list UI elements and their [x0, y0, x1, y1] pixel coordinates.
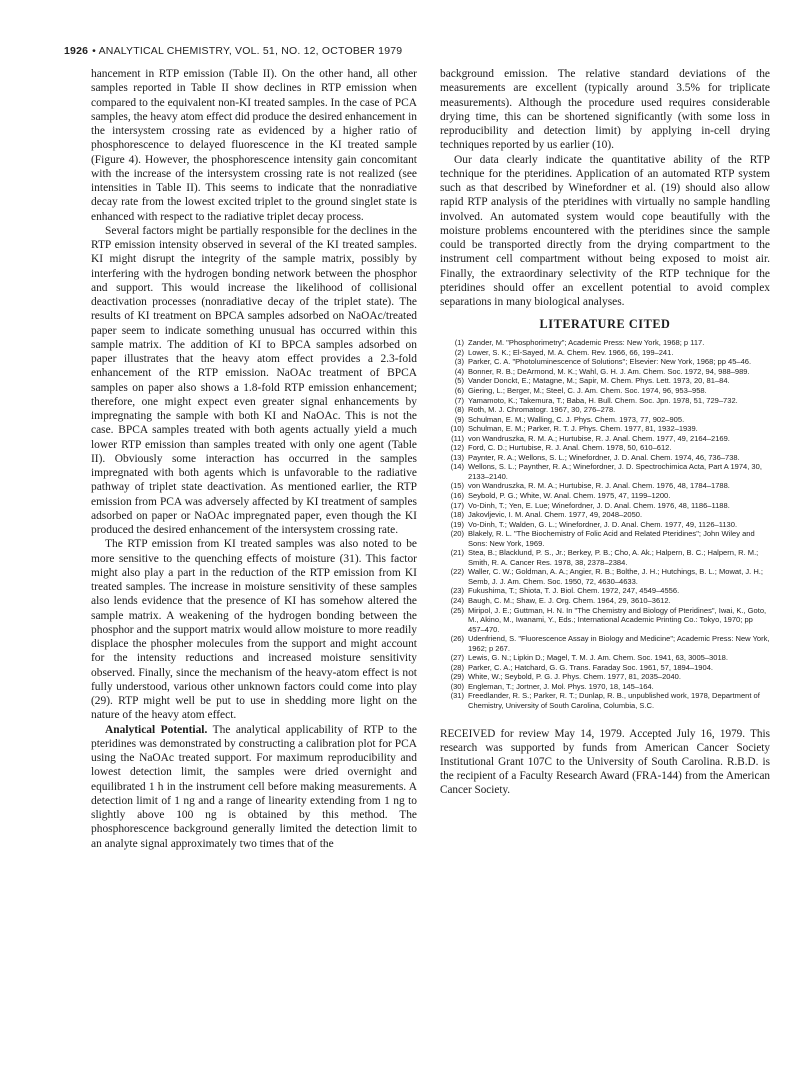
reference-item	[440, 462, 770, 481]
reference-item	[440, 672, 770, 682]
reference-item	[440, 434, 770, 444]
reference-item	[440, 663, 770, 673]
reference-number: (12)	[450, 443, 464, 453]
reference-text: Waller, C. W.; Goldman, A. A.; Angier, R. B.; Bolthe, J. H.; Hutchings, B. L.; Mowat, J. H.; Semb, J. J. Am. Chem. Soc. 1950, 72, 4630–4633.	[468, 567, 763, 586]
body-paragraph: The RTP emission from KI treated samples was also noted to be more sensitive to the quenching effects of moisture (31). This factor might also play a part in the reduction of the RTP emission from KI treated samples. The increase in moisture sensitivity of these samples also lends evidence that the presence of KI has somehow altered the sample matrix. A weakening of the hydrogen bonding between the phosphor and the support matrix would allow moisture to more readily displace the phospher molecules from the support and might account for the intensity reductions and increased moisture sensitivity observed. Finally, since the mechanism of the heavy-atom effect is not fully understood, various other unknown factors could come into play (29). RTP might well be put to use in shedding more light on the nature of the heavy atom effect.	[91, 538, 417, 722]
reference-text: Stea, B.; Blacklund, P. S., Jr.; Berkey, P. B.; Cho, A. Ak.; Halpern, B. C.; Halpern, R. M.; Smith, R. A. Cancer Res. 1978, 38, 2378–2384.	[468, 548, 759, 567]
reference-text: Giering, L.; Berger, M.; Steel, C. J. Am. Chem. Soc. 1974, 96, 953–958.	[468, 385, 707, 395]
reference-item	[440, 396, 770, 406]
reference-text: Fukushima, T.; Shiota, T. J. Biol. Chem. 1972, 247, 4549–4556.	[468, 586, 680, 596]
body-paragraph: Our data clearly indicate the quantitative ability of the RTP technique for the pteridines. Application of an automated RTP system such as that described by Winefordner et al. (19) should also allow rapid RTP analysis of the pteridines with virtually no sample handling involved. An automated system would cope beautifully with the moisture problems encountered with the pteridines since the sample could be transported directly from the drying compartment to the instrument cell compartment without being exposed to moist air. Finally, the extraordinary selectivity of the RTP technique for the pteridines should offer an excellent potential to avoid complex separations in many biological analyses.	[440, 153, 770, 308]
reference-text: Jakovljevic, I. M. Anal. Chem. 1977, 49, 2048–2050.	[468, 510, 643, 520]
reference-number: (6)	[454, 385, 464, 395]
reference-item	[440, 520, 770, 530]
body-paragraph: hancement in RTP emission (Table II). On the other hand, all other samples reported in Table II show declines in RTP emission when compared to the equivalent non-KI treated samples. In the case of PCA samples, the heavy atom effect did produce the desired enhancement in the intersystem crossing rate as evidenced by a higher ratio of phosphorescence to delayed fluorescence in the KI treated sample (Figure 4). However, the phosphorescence intensity gain concomitant with the increase of the intersystem crossing rate is not realized (see intensities in Table II). This seems to indicate that the nonradiative decay rate from the lowest excited triplet to the ground singlet state is enhanced with respect to the radiative triplet decay process.	[91, 68, 417, 223]
reference-number: (31)	[450, 691, 464, 701]
literature-cited-heading: LITERATURE CITED	[539, 317, 671, 332]
reference-number: (20)	[450, 529, 464, 539]
reference-number: (29)	[450, 672, 464, 682]
body-paragraph: background emission. The relative standard deviations of the measurements are excellent (typically around 3.5% for triplicate measurements). Although the procedure used requires considerable drying time, this can be shortened significantly (with some loss in reproducibility and detection limit) by applying in-cell drying techniques reported by us earlier (10).	[440, 68, 770, 152]
reference-number: (3)	[454, 357, 464, 367]
reference-item	[440, 424, 770, 434]
reference-item	[440, 491, 770, 501]
reference-number: (5)	[454, 376, 464, 386]
reference-number: (7)	[454, 395, 464, 405]
reference-text: Ford, C. D.; Hurtubise, R. J. Anal. Chem. 1978, 50, 610–612.	[468, 443, 672, 453]
reference-item	[440, 367, 770, 377]
reference-number: (10)	[450, 424, 464, 434]
reference-item	[440, 453, 770, 463]
analytical-potential-paragraph	[91, 723, 417, 851]
reference-text: Baugh, C. M.; Shaw, E. J. Org. Chem. 1964, 29, 3610–3612.	[468, 596, 671, 606]
reference-number: (26)	[450, 634, 464, 644]
reference-text: Engleman, T.; Jortner, J. Mol. Phys. 1970, 18, 145–164.	[468, 681, 654, 691]
reference-item	[440, 501, 770, 511]
reference-text: White, W.; Seybold, P. G. J. Phys. Chem. 1977, 81, 2035–2040.	[468, 672, 681, 682]
reference-number: (1)	[454, 338, 464, 348]
reference-text: Freedlander, R. S.; Parker, R. T.; Dunlap, R. B., unpublished work, 1978, Department of Chemistry, University of South Carolina, Columbia, S.C.	[468, 691, 760, 711]
reference-text: Schulman, E. M.; Parker, R. T. J. Phys. Chem. 1977, 81, 1932–1939.	[468, 424, 698, 434]
reference-number: (8)	[454, 405, 464, 415]
reference-text: Udenfriend, S. "Fluorescence Assay in Biology and Medicine"; Academic Press: New York, 1962; p 267.	[468, 634, 770, 653]
reference-text: Vander Donckt, E.; Matagne, M.; Sapir, M. Chem. Phys. Lett. 1973, 20, 81–84.	[468, 376, 730, 386]
reference-item	[440, 586, 770, 596]
reference-item	[440, 357, 770, 367]
reference-item	[440, 405, 770, 415]
reference-number: (4)	[454, 366, 464, 376]
reference-number: (11)	[451, 433, 464, 443]
reference-item	[440, 510, 770, 520]
reference-number: (27)	[450, 653, 464, 663]
reference-text: Seybold, P. G.; White, W. Anal. Chem. 1975, 47, 1199–1200.	[468, 491, 671, 500]
reference-number: (13)	[450, 452, 464, 462]
reference-number: (2)	[454, 347, 464, 357]
reference-item	[440, 596, 770, 606]
analytical-potential-text: The analytical applicability of RTP to the pteridines was demonstrated by constructing a calibration plot for PCA using the NaOAc treated support. For maximum reproducibility and lowest detection limit, the samples were dried overnight and equilibrated 1 h in the instrument cell before making measurements. A detection limit of 1 ng and a range of linearity extending from 1 ng to slightly above 100 ng is obtained by this method. The phosphorescence background generally limited the detection limit to an analyte signal approximately two times that of the	[91, 723, 418, 850]
reference-item	[440, 606, 770, 635]
reference-item	[440, 481, 770, 491]
reference-number: (9)	[454, 414, 464, 424]
reference-text: Parker, C. A. "Photoluminescence of Solutions"; Elsevier: New York, 1968; pp 45–46.	[468, 357, 752, 367]
analytical-potential-heading: Analytical Potential.	[105, 723, 208, 736]
reference-text: Yamamoto, K.; Takemura, T.; Baba, H. Bull. Chem. Soc. Jpn. 1978, 51, 729–732.	[468, 395, 738, 405]
reference-item	[440, 567, 770, 586]
reference-text: Wellons, S. L.; Paynther, R. A.; Winefordner, J. D. Spectrochimica Acta, Part A 1974, 30, 2133–2140.	[468, 462, 762, 481]
page-number: 1926	[64, 45, 89, 57]
right-column	[440, 67, 770, 798]
reference-text: Bonner, R. B.; DeArmond, M. K.; Wahl, G. H. J. Am. Chem. Soc. 1972, 94, 988–989.	[468, 366, 750, 376]
reference-item	[440, 634, 770, 653]
body-paragraph: Several factors might be partially responsible for the declines in the RTP emission intensity observed in several of the KI treated samples. KI might disrupt the integrity of the sample matrix, possibly by interfering with the hydrogen bonding network between the phosphor and support. This would increase the likelihood of collisional deactivation processes (nonradiative decay of the triplet state). The results of KI treatment on BPCA samples adsorbed on NaOAc/treated paper seem to indicate something unusual has occurred within this sample matrix. The addition of KI to BPCA samples adsorbed on paper illustrates that the heavy atom effect provides a 2.3-fold enhancement of the RTP emission. NaOAc treatment of BPCA samples on paper also shows a 1.8-fold RTP emission enhancement; therefore, one might expect even greater signal enhancements by impregnating the sample with both KI and NaOAc. This is not the case. BPCA samples treated with both agents actually yield a much lower RTP emission than samples treated with only one agent (Table II). Obviously some interaction has occurred in the samples impregnated with both agents which is unfavorable to the radiative pathway of triplet state deactivation. As mentioned earlier, the RTP emission from PCA was adversely affected by KI treatment of samples adsorbed on paper or NaOAc impregnated paper, even though the KI produced the desired enhancement of the intersystem crossing rate.	[91, 224, 417, 536]
reference-item	[440, 386, 770, 396]
running-header	[64, 45, 744, 57]
reference-number: (15)	[450, 481, 464, 491]
reference-item	[440, 415, 770, 425]
reference-text: Miripol, J. E.; Guttman, H. N. In "The Chemistry and Biology of Pteridines", Iwai, K., Goto, M., Akino, M., Iwanami, Y., Eds.; International Academic Printing Co.: Tokyo, 1970; pp 457–470.	[468, 605, 767, 634]
reference-number: (18)	[450, 510, 464, 520]
reference-number: (14)	[450, 462, 464, 472]
reference-text: Lewis, G. N.; Lipkin D.; Magel, T. M. J. Am. Chem. Soc. 1941, 63, 3005–3018.	[468, 653, 728, 663]
reference-number: (21)	[450, 548, 464, 558]
reference-text: Parker, C. A.; Hatchard, G. G. Trans. Faraday Soc. 1961, 57, 1894–1904.	[468, 662, 713, 672]
running-title: • ANALYTICAL CHEMISTRY, VOL. 51, NO. 12, OCTOBER 1979	[92, 45, 403, 57]
reference-number: (22)	[450, 567, 464, 577]
reference-item	[440, 376, 770, 386]
reference-item	[440, 653, 770, 663]
reference-list	[440, 338, 770, 710]
reference-text: Vo-Dinh, T.; Yen, E. Lue; Winefordner, J. D. Anal. Chem. 1976, 48, 1186–1188.	[468, 500, 730, 510]
reference-item	[440, 691, 770, 710]
reference-text: Vo-Dinh, T.; Walden, G. L.; Winefordner, J. D. Anal. Chem. 1977, 49, 1126–1130.	[468, 519, 738, 529]
reference-number: (30)	[450, 681, 464, 691]
reference-text: Lower, S. K.; El-Sayed, M. A. Chem. Rev. 1966, 66, 199–241.	[468, 347, 674, 357]
reference-text: von Wandruszka, R. M. A.; Hurtubise, R. J. Anal. Chem. 1976, 48, 1784–1788.	[468, 481, 730, 491]
reference-text: Schulman, E. M.; Walling, C. J. Phys. Chem. 1973, 77, 902–905.	[468, 414, 685, 424]
reference-item	[440, 548, 770, 567]
reference-item	[440, 338, 770, 348]
reference-item	[440, 443, 770, 453]
reference-text: Blakely, R. L. "The Biochemistry of Folic Acid and Related Pteridines"; John Wiley and Sons: New York, 1969.	[468, 529, 755, 548]
reference-number: (24)	[450, 596, 464, 606]
reference-text: Roth, M. J. Chromatogr. 1967, 30, 276–278.	[468, 405, 616, 415]
left-column	[91, 67, 417, 851]
reference-number: (25)	[450, 605, 464, 615]
reference-text: Zander, M. "Phosphorimetry"; Academic Press: New York, 1968; p 117.	[468, 338, 705, 348]
reference-item	[440, 529, 770, 548]
reference-item	[440, 682, 770, 692]
reference-number: (17)	[450, 500, 464, 510]
reference-number: (19)	[450, 519, 464, 529]
reference-text: Paynter, R. A.; Wellons, S. L.; Winefordner, J. D. Anal. Chem. 1974, 46, 736–738.	[468, 452, 740, 462]
reference-item	[440, 348, 770, 358]
reference-number: (16)	[450, 491, 464, 500]
reference-number: (28)	[450, 662, 464, 672]
reference-number: (23)	[450, 586, 464, 596]
reference-text: von Wandruszka, R. M. A.; Hurtubise, R. J. Anal. Chem. 1977, 49, 2164–2169.	[468, 433, 730, 443]
received-note: RECEIVED for review May 14, 1979. Accepted July 16, 1979. This research was supported by funds from American Cancer Society Institutional Grant 107C to the University of South Carolina. R.B.D. is the recipient of a Faculty Research Award (FRA-144) from the American Cancer Society.	[440, 727, 770, 797]
